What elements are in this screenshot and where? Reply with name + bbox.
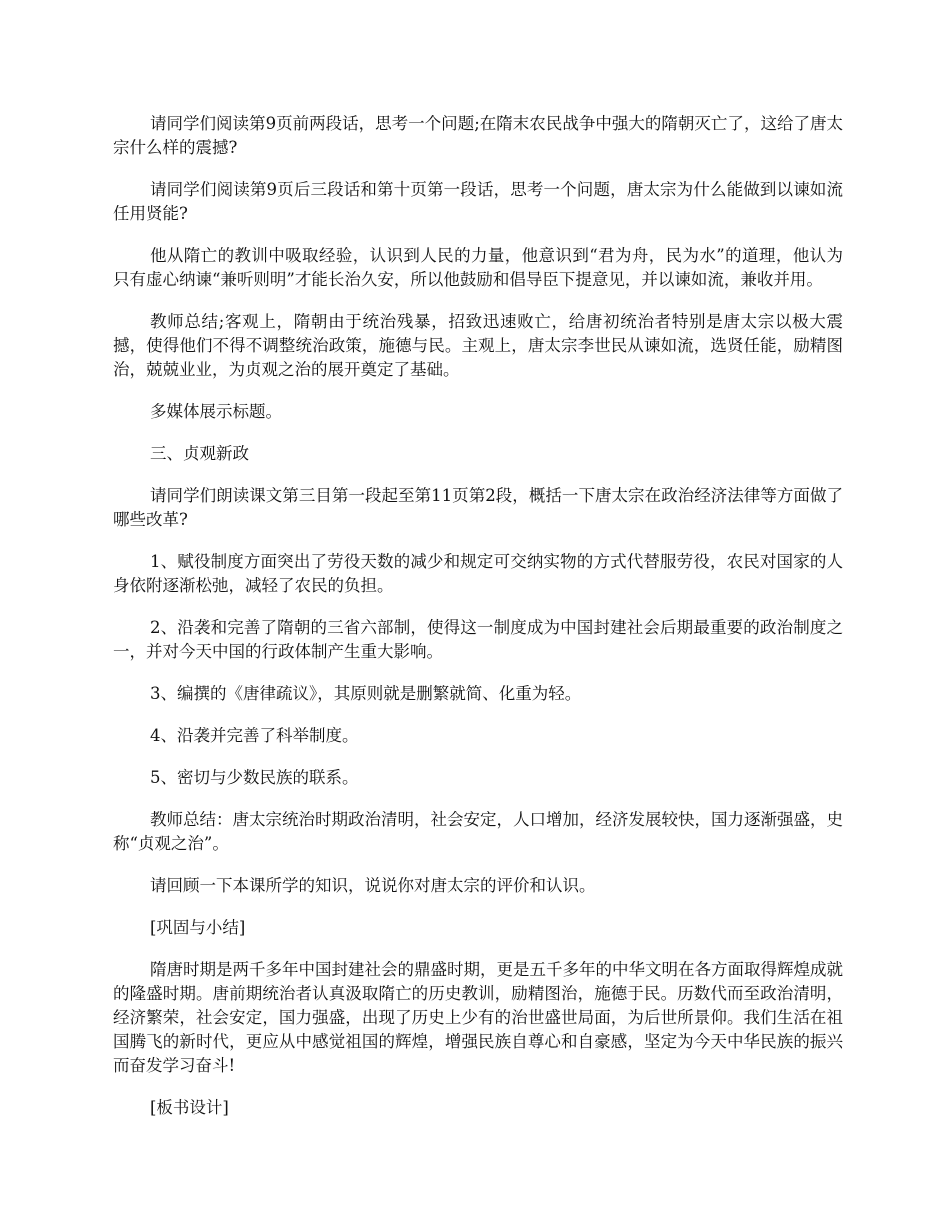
section-label-consolidation: [巩固与小结] [150, 918, 246, 937]
section-heading: 三、贞观新政 [150, 444, 249, 463]
list-item-reform-1: 1、赋役制度方面突出了劳役天数的减少和规定可交纳实物的方式代替服劳役，农民对国家的人身依附逐渐松弛，减轻了农民的负担。 [113, 552, 843, 595]
list-item-reform-2: 2、沿袭和完善了隋朝的三省六部制，使得这一制度成为中国封建社会后期最重要的政治制度之一，并对今天中国的行政体制产生重大影响。 [113, 618, 843, 661]
paragraph-reading-task-3: 请同学们朗读课文第三目第一段起至第11页第2段，概括一下唐太宗在政治经济法律等方面做了哪些改革? [113, 486, 843, 529]
section-label-board-design: [板书设计] [150, 1098, 229, 1117]
paragraph-answer: 他从隋亡的教训中吸取经验，认识到人民的力量，他意识到“君为舟，民为水”的道理，他认为只有虚心纳谏“兼听则明”才能长治久安，所以他鼓励和倡导臣下提意见，并以谏如流，兼收并用。 [113, 246, 843, 289]
paragraph-review-question: 请回顾一下本课所学的知识，说说你对唐太宗的评价和认识。 [150, 876, 596, 895]
paragraph-reading-task-2: 请同学们阅读第9页后三段话和第十页第一段话，思考一个问题，唐太宗为什么能做到以谏如流任用贤能? [113, 180, 843, 223]
list-item-reform-5: 5、密切与少数民族的联系。 [150, 768, 359, 787]
paragraph-conclusion: 隋唐时期是两千多年中国封建社会的鼎盛时期，更是五千多年的中华文明在各方面取得辉煌成就的隆盛时期。唐前期统治者认真汲取隋亡的历史教训，励精图治，施德于民。历数代而至政治清明，经济繁荣，社会安定，国力强盛，出现了历史上少有的治世盛世局面，为后世所景仰。我们生活在祖国腾飞的新时代，更应从中感觉祖国的辉煌，增强民族自尊心和自豪感，坚定为今天中华民族的振兴而奋发学习奋斗! [113, 960, 843, 1075]
paragraph-teacher-summary-1: 教师总结;客观上，隋朝由于统治残暴，招致迅速败亡，给唐初统治者特别是唐太宗以极大震撼，使得他们不得不调整统治政策，施德与民。主观上，唐太宗李世民从谏如流，选贤任能，励精图治，兢兢业业，为贞观之治的展开奠定了基础。 [113, 312, 843, 379]
paragraph-multimedia-note: 多媒体展示标题。 [150, 402, 282, 421]
document-body [113, 112, 843, 1138]
paragraph-reading-task-1: 请同学们阅读第9页前两段话，思考一个问题;在隋末农民战争中强大的隋朝灭亡了，这给了唐太宗什么样的震撼? [113, 114, 843, 157]
list-item-reform-4: 4、沿袭并完善了科举制度。 [150, 726, 359, 745]
paragraph-teacher-summary-2: 教师总结：唐太宗统治时期政治清明，社会安定，人口增加，经济发展较快，国力逐渐强盛，史称“贞观之治”。 [113, 810, 843, 853]
list-item-reform-3: 3、编撰的《唐律疏议》，其原则就是删繁就简、化重为轻。 [150, 684, 582, 703]
